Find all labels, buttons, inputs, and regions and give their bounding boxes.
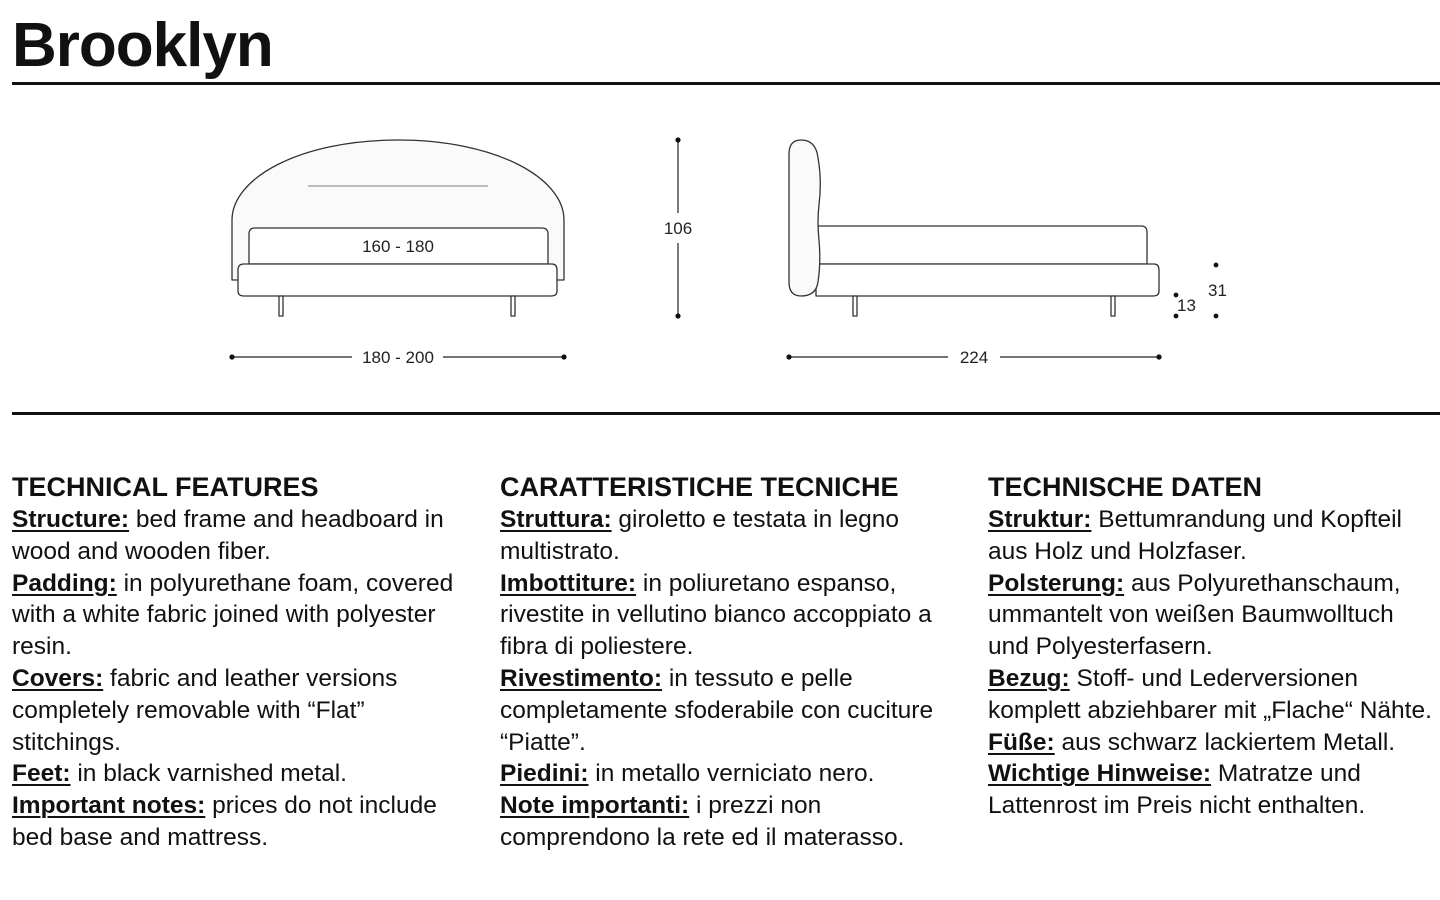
technical-features-it: [500, 470, 950, 854]
spec-text: in poliuretano espanso, rivestite in vellutino bianco accoppiato a fibra di poliestere.: [500, 569, 932, 661]
page-title: Brooklyn: [12, 11, 273, 80]
spec-item: [500, 568, 950, 663]
spec-item: [988, 663, 1438, 727]
spec-text: aus schwarz lackiertem Metall.: [1061, 728, 1396, 756]
spec-label: Structure:: [12, 506, 130, 533]
spec-label: Bezug:: [988, 664, 1070, 692]
bed-technical-drawing: [0, 90, 1440, 380]
spec-item: [12, 663, 462, 758]
spec-label: Covers:: [12, 664, 104, 692]
spec-text: in black varnished metal.: [77, 760, 347, 788]
technical-features-de: [988, 470, 1438, 822]
length-label: 224: [959, 348, 989, 367]
section-divider: [12, 412, 1440, 415]
spec-label: Imbottiture:: [500, 569, 637, 597]
spec-text: fabric and leather versions completely removable with “Flat” stitchings.: [12, 664, 398, 756]
spec-item: [12, 504, 462, 568]
spec-text: Stoff- und Lederversionen komplett abziehbarer mit „Flache“ Nähte.: [988, 664, 1432, 724]
technical-features-en: [12, 470, 462, 854]
spec-label: Important notes:: [12, 792, 206, 820]
spec-label: Struttura:: [500, 506, 612, 533]
spec-item: [500, 663, 950, 758]
spec-item: [988, 727, 1438, 759]
section-heading: CARATTERISTICHE TECNICHE: [500, 472, 899, 502]
front-view-drawing: [232, 140, 564, 316]
side-view-drawing: [789, 140, 1159, 316]
spec-item: [500, 758, 950, 790]
spec-label: Struktur:: [988, 506, 1092, 533]
spec-text: in polyurethane foam, covered with a white fabric joined with polyester resin.: [12, 569, 454, 661]
spec-text: bed frame and headboard in wood and wooden fiber.: [12, 506, 444, 565]
spec-label: Feet:: [12, 760, 71, 788]
spec-label: Polsterung:: [988, 569, 1125, 597]
frame-height-label: 31: [1208, 281, 1227, 300]
feet-height-label: 13: [1177, 296, 1196, 315]
spec-text: i prezzi non comprendono la rete ed il materasso.: [500, 792, 905, 851]
spec-item: [500, 790, 950, 854]
spec-text: Bettumrandung und Kopfteil aus Holz und Holzfaser.: [988, 506, 1403, 565]
spec-text: aus Polyurethanschaum, ummantelt von weißen Baumwolltuch und Polyesterfasern.: [988, 569, 1401, 661]
height-label: 106: [663, 219, 693, 238]
spec-item: [12, 790, 462, 854]
spec-text: Matratze und Lattenrost im Preis nicht enthalten.: [988, 760, 1366, 820]
spec-item: [988, 504, 1438, 568]
spec-label: Rivestimento:: [500, 664, 663, 692]
spec-text: in tessuto e pelle completamente sfoderabile con cuciture “Piatte”.: [500, 664, 934, 756]
section-heading: TECHNICAL FEATURES: [12, 472, 319, 502]
spec-item: [988, 568, 1438, 663]
spec-item: [12, 568, 462, 663]
spec-label: Piedini:: [500, 760, 589, 788]
spec-item: [500, 504, 950, 568]
section-heading: TECHNISCHE DATEN: [988, 472, 1263, 502]
spec-label: Wichtige Hinweise:: [988, 760, 1212, 788]
spec-label: Padding:: [12, 569, 117, 597]
overall-width-label: 180 - 200: [362, 348, 434, 367]
spec-item: [988, 758, 1438, 822]
spec-label: Füße:: [988, 728, 1055, 756]
top-divider: [12, 82, 1440, 85]
mattress-width-label: 160 - 180: [362, 237, 434, 256]
spec-label: Note importanti:: [500, 792, 690, 820]
spec-text: prices do not include bed base and mattress.: [12, 792, 437, 851]
spec-text: giroletto e testata in legno multistrato.: [500, 506, 899, 565]
spec-item: [12, 758, 462, 790]
spec-text: in metallo verniciato nero.: [595, 760, 875, 788]
